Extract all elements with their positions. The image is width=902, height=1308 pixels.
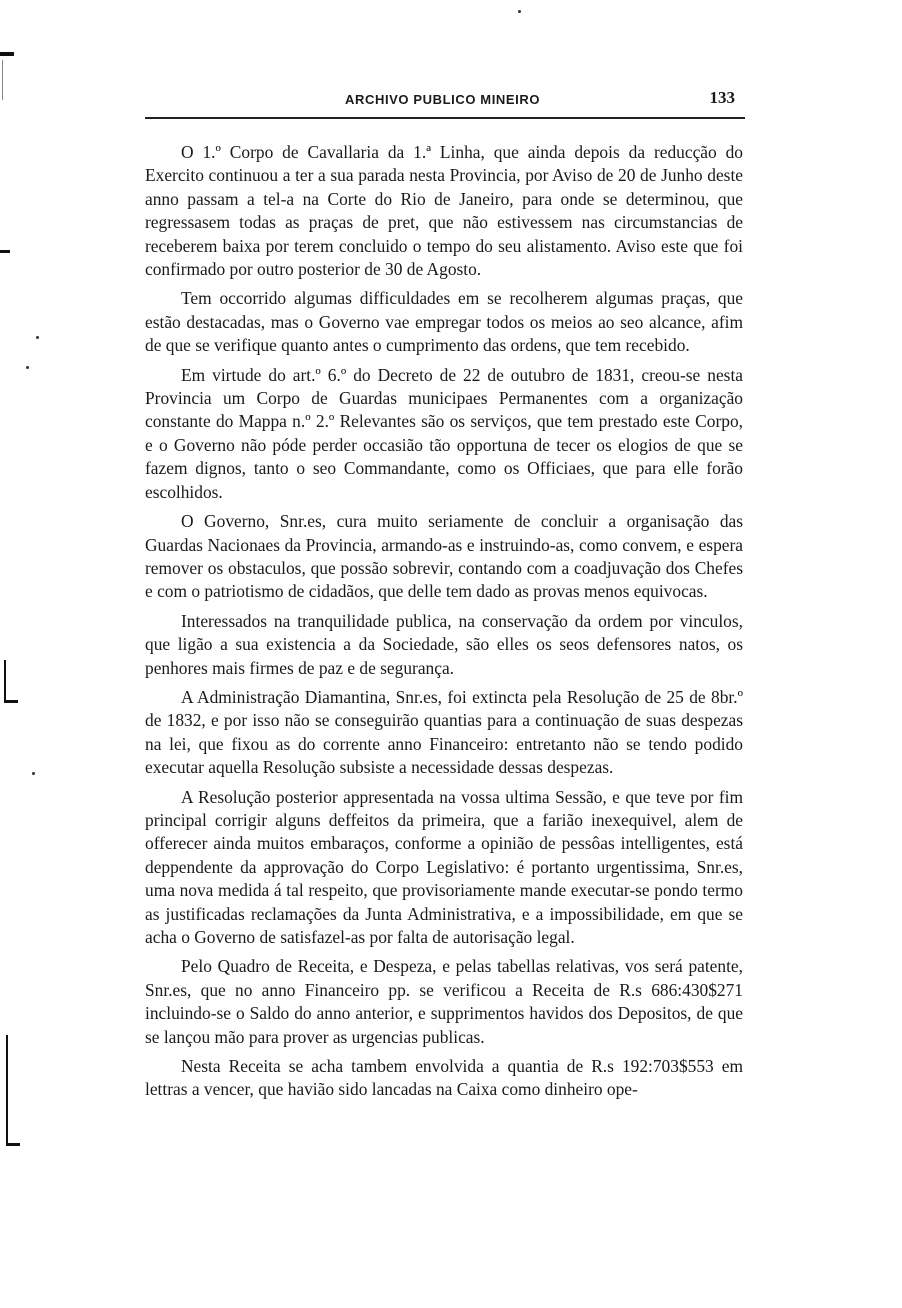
scan-edge-mark xyxy=(2,60,3,100)
scan-edge-mark xyxy=(0,52,14,56)
scan-speck xyxy=(518,10,521,13)
scan-edge-mark xyxy=(6,1143,20,1146)
paragraph: Tem occorrido algumas difficuldades em se recolherem algumas praças, que estão destacadas, mas o Governo vae empregar todos os meios ao seo alcance, afim de que se verifique quanto antes o cumprimento das ordens, que tem recebido. xyxy=(145,288,743,356)
paragraph: Nesta Receita se acha tambem envolvida a quantia de R.s 192:703$553 em lettras a vencer, que havião sido lancadas na Caixa como dinheiro ope- xyxy=(145,1056,743,1100)
paragraph: A Resolução posterior appresentada na vossa ultima Sessão, e que teve por fim principal corrigir alguns deffeitos da primeira, que a farião inexequivel, alem de offerecer ainda muitos embaraços, conforme a opinião de pessôas intelligentes, está deppendente da approvação do Corpo Legislativo: é portanto urgentissima, Snr.es, uma nova medida á tal respeito, que provisoriamente mande executar-se pondo termo as justificadas reclamações da Junta Administrativa, e a impossibilidade, em que se acha o Governo de satisfazel-as por falta de autorisação legal. xyxy=(145,786,743,947)
page-header xyxy=(145,86,745,116)
scan-edge-mark xyxy=(6,1035,8,1145)
scan-speck xyxy=(26,366,29,369)
paragraph: O Governo, Snr.es, cura muito seriamente de concluir a organisação das Guardas Nacionaes da Provincia, armando-as e instruindo-as, como convem, e espera remover os obstaculos, que possão sobrevir, contando com a coadjuvação dos Chefes e com o patriotismo de cidadãos, que delle tem dado as provas menos equivocas. xyxy=(145,511,743,602)
body-text xyxy=(145,141,743,1108)
paragraph: Interessados na tranquilidade publica, na conservação da ordem por vinculos, que ligão a sua existencia a da Sociedade, são elles os seos defensores natos, os penhores mais firmes de paz e de segurança. xyxy=(145,610,743,678)
scan-speck xyxy=(36,336,39,339)
header-rule xyxy=(145,117,745,119)
scan-edge-mark xyxy=(4,660,6,700)
scan-edge-mark xyxy=(0,250,10,253)
paragraph: Em virtude do art.º 6.º do Decreto de 22 de outubro de 1831, creou-se nesta Provincia um Corpo de Guardas municipaes Permanentes com a organização constante do Mappa n.º 2.º Relevantes são os serviços, que tem prestado este Corpo, e o Governo não póde perder occasião tão opportuna de tecer os elogios de que se fazem dignos, tanto o seo Commandante, como os Officiaes, que para elle forão escolhidos. xyxy=(145,364,743,502)
scan-edge-mark xyxy=(4,700,18,703)
page-number: 133 xyxy=(709,88,735,107)
paragraph: Pelo Quadro de Receita, e Despeza, e pelas tabellas relativas, vos será patente, Snr.es, que no anno Financeiro pp. se verificou a Receita de R.s 686:430$271 incluindo-se o Saldo do anno anterior, e supprimentos havidos dos Depositos, de que se lançou mão para prover as urgencias publicas. xyxy=(145,956,743,1047)
paragraph: A Administração Diamantina, Snr.es, foi extincta pela Resolução de 25 de 8br.º de 1832, e por isso não se conseguirão quantias para a continuação de suas despezas na lei, que fixou as do corrente anno Financeiro: entretanto não se tendo podido executar aquella Resolução subsiste a necessidade dessas despezas. xyxy=(145,686,743,778)
scan-speck xyxy=(32,772,35,775)
paragraph: O 1.º Corpo de Cavallaria da 1.ª Linha, que ainda depois da reducção do Exercito continuou a ter a sua parada nesta Provincia, por Aviso de 20 de Junho deste anno passam a tel-a na Corte do Rio de Janeiro, para onde se determinou, que regressasem todas as praças de pret, que não estivessem nas circumstancias de receberem baixa por terem concluido o tempo do seu alistamento. Aviso este que foi confirmado por outro posterior de 30 de Agosto. xyxy=(145,142,743,280)
running-title: ARCHIVO PUBLICO MINEIRO xyxy=(345,92,541,107)
